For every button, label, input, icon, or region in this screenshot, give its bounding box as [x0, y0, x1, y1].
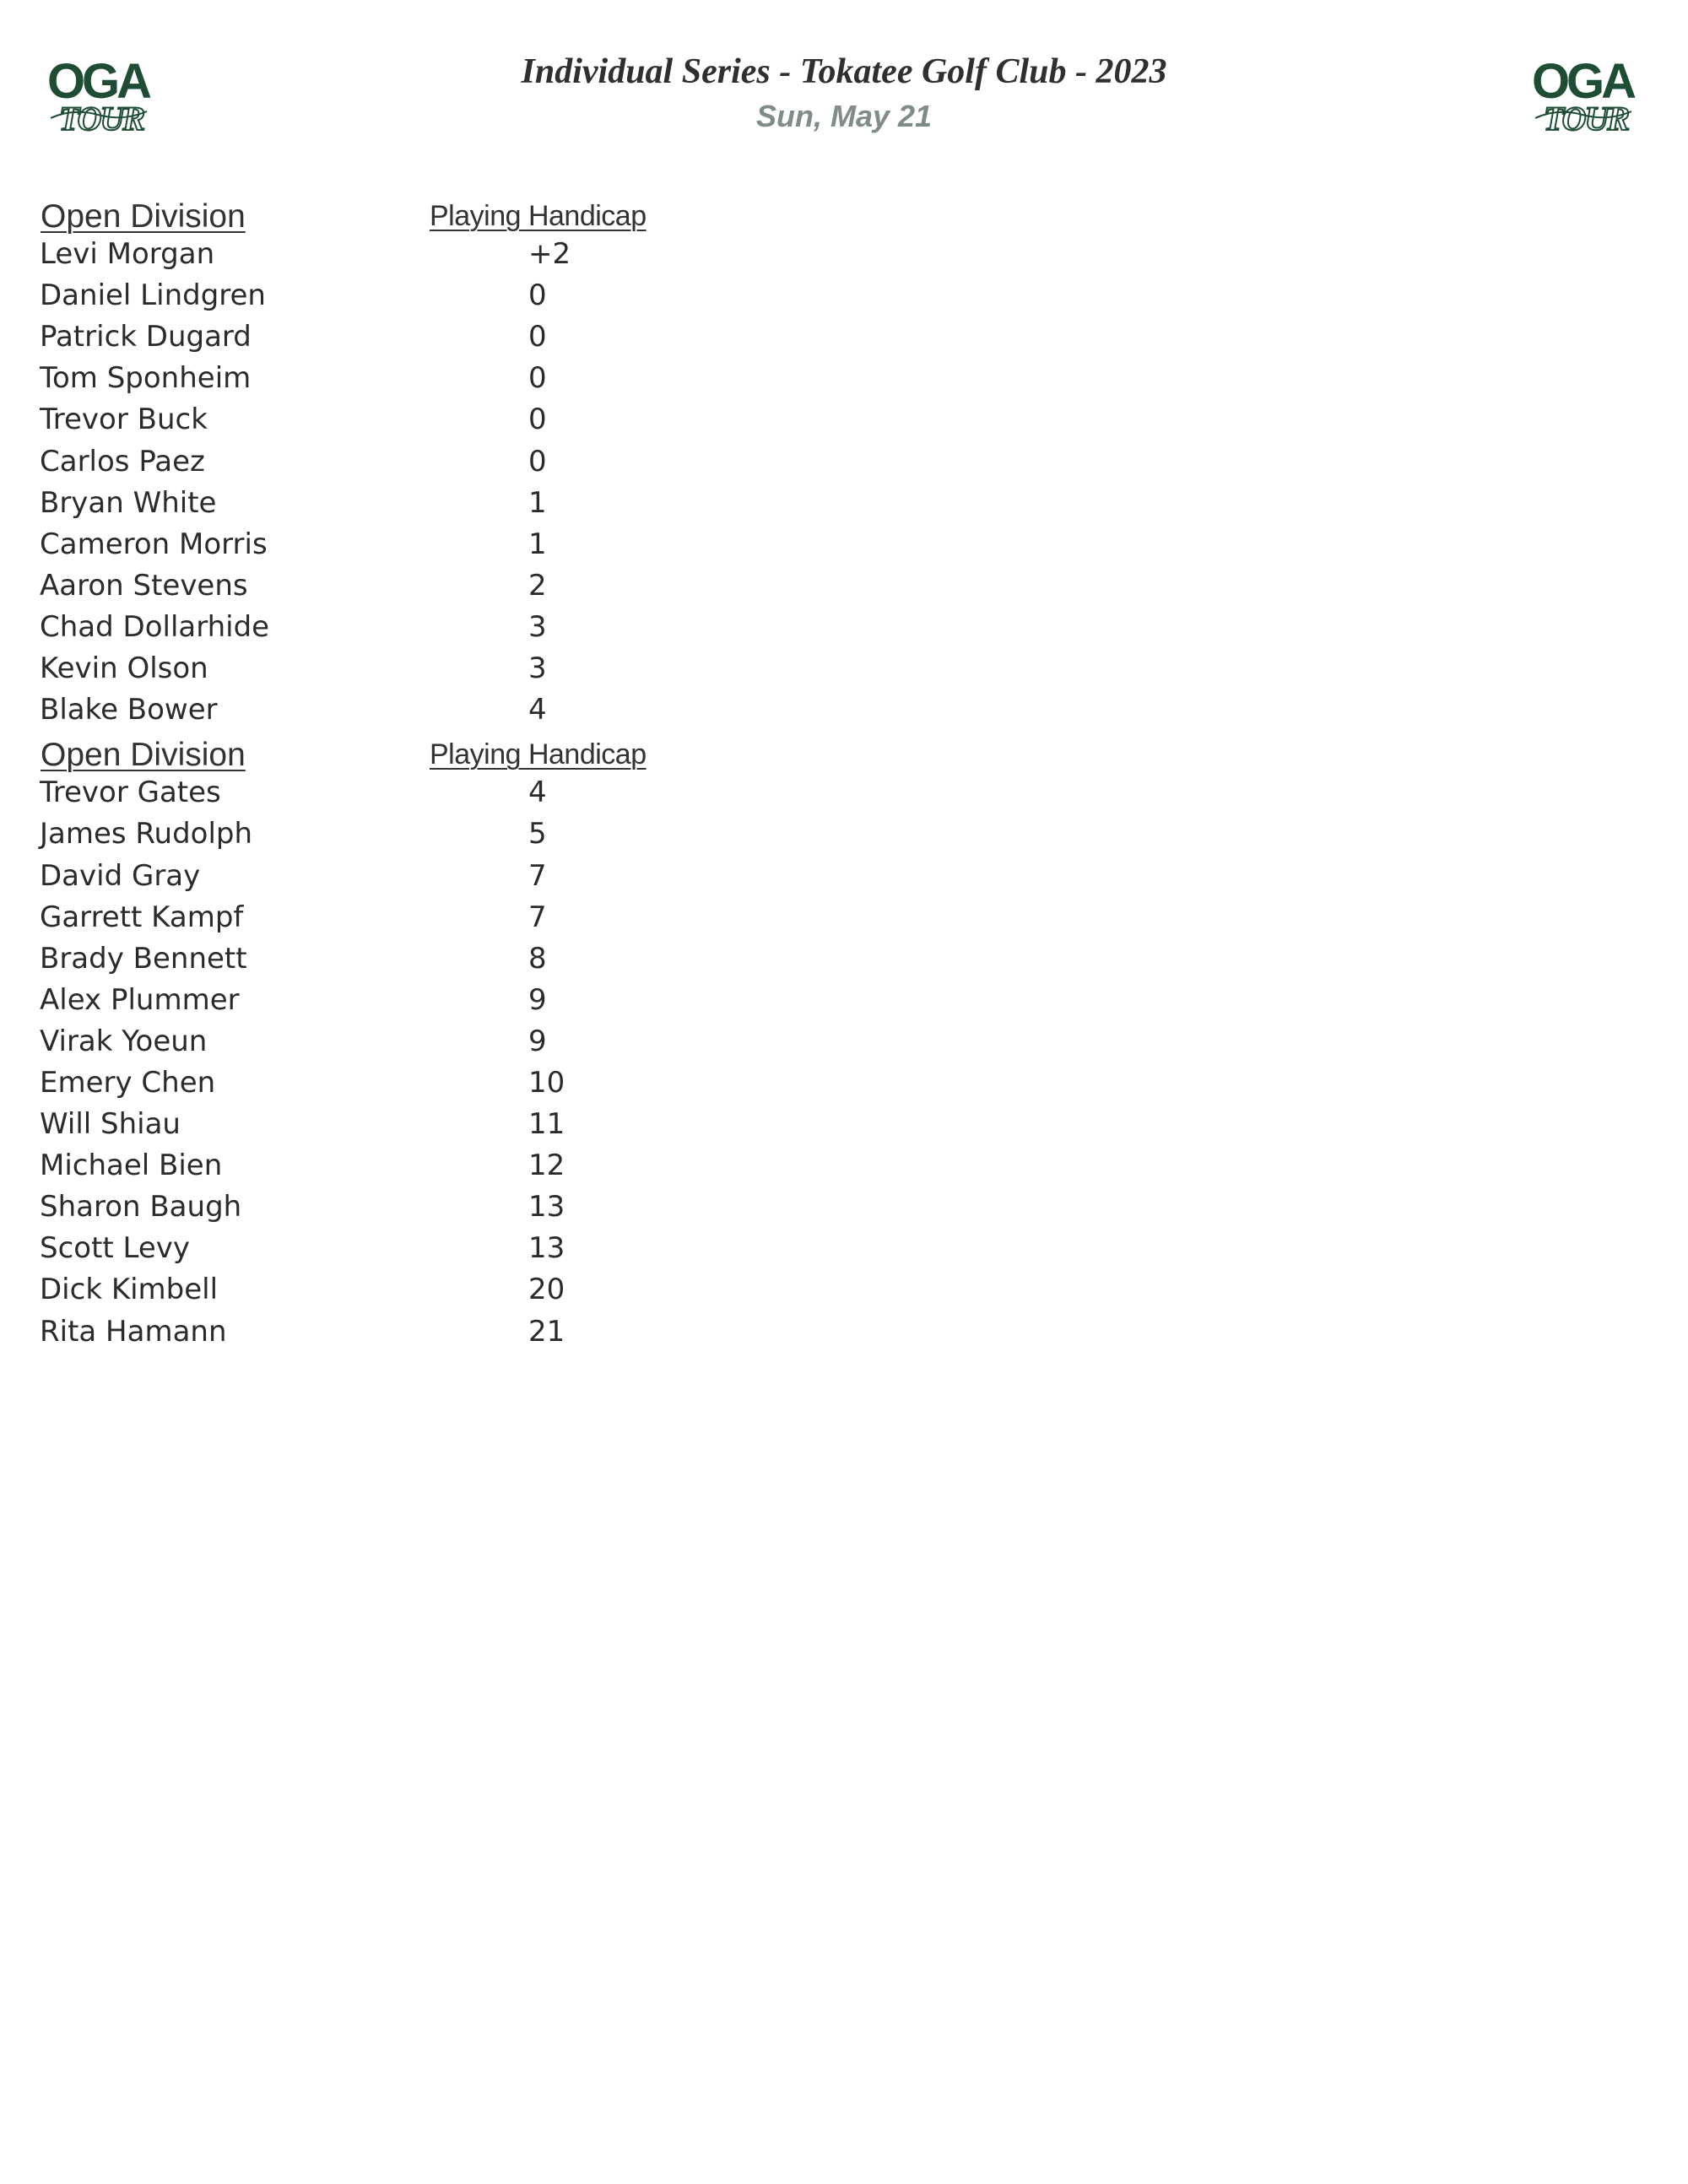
- player-row: [0, 399, 1688, 441]
- player-name: Carlos Paez: [40, 444, 205, 478]
- player-row: [0, 1187, 1688, 1228]
- player-row: [0, 358, 1688, 399]
- player-name: James Rudolph: [40, 817, 253, 851]
- player-handicap: 7: [528, 858, 547, 893]
- player-name: Tom Sponheim: [40, 361, 252, 396]
- svg-text:OGA: OGA: [1531, 56, 1634, 109]
- player-row: [0, 1269, 1688, 1311]
- player-row: [0, 565, 1688, 607]
- player-handicap: 3: [528, 609, 547, 644]
- player-name: Chad Dollarhide: [40, 609, 270, 644]
- player-handicap: 3: [528, 651, 547, 686]
- player-row: [0, 607, 1688, 648]
- player-row: [0, 441, 1688, 483]
- player-row: [0, 814, 1688, 855]
- player-handicap: 1: [528, 527, 547, 561]
- player-handicap: 11: [528, 1107, 565, 1142]
- player-handicap: 20: [528, 1273, 565, 1307]
- division-heading: Open Division: [41, 198, 246, 235]
- player-handicap: 21: [528, 1314, 565, 1349]
- player-handicap: 4: [528, 693, 547, 727]
- player-row: [0, 1104, 1688, 1145]
- player-handicap: +2: [528, 237, 571, 272]
- player-name: Rita Hamann: [40, 1314, 227, 1349]
- player-row: [0, 772, 1688, 814]
- player-name: Trevor Buck: [40, 403, 208, 437]
- svg-text:TOUR: TOUR: [58, 100, 144, 137]
- player-row: [0, 483, 1688, 524]
- player-handicap: 2: [528, 568, 547, 603]
- player-handicap: 7: [528, 900, 547, 934]
- player-row: [0, 648, 1688, 689]
- player-name: Sharon Baugh: [40, 1190, 242, 1224]
- player-row: [0, 897, 1688, 938]
- player-handicap: 12: [528, 1149, 565, 1183]
- player-row: [0, 275, 1688, 316]
- svg-text:TOUR: TOUR: [1543, 100, 1629, 137]
- page-title: Individual Series - Tokatee Golf Club - 2023: [521, 52, 1167, 91]
- division-heading: Open Division: [41, 737, 246, 774]
- player-name: Dick Kimbell: [40, 1273, 219, 1307]
- player-name: Scott Levy: [40, 1231, 191, 1266]
- page-header: [0, 0, 1688, 152]
- player-handicap: 4: [528, 776, 547, 810]
- player-row: [0, 938, 1688, 980]
- player-handicap: 0: [528, 444, 547, 478]
- player-handicap: 1: [528, 485, 547, 520]
- oga-tour-logo-right: [1523, 56, 1642, 137]
- player-name: Virak Yoeun: [40, 1024, 208, 1058]
- player-name: Brady Bennett: [40, 941, 247, 976]
- page-date: Sun, May 21: [755, 99, 933, 133]
- player-handicap: 13: [528, 1231, 565, 1266]
- svg-text:OGA: OGA: [46, 56, 149, 109]
- roster-list: [0, 192, 1688, 1353]
- player-name: Trevor Gates: [40, 776, 221, 810]
- section-header-row: [0, 192, 1688, 234]
- player-handicap: 13: [528, 1190, 565, 1224]
- player-row: [0, 980, 1688, 1021]
- player-handicap: 5: [528, 817, 547, 851]
- player-name: Bryan White: [40, 485, 217, 520]
- player-name: David Gray: [40, 858, 201, 893]
- player-name: Cameron Morris: [40, 527, 268, 561]
- player-row: [0, 856, 1688, 897]
- player-row: [0, 234, 1688, 275]
- player-handicap: 9: [528, 1024, 547, 1058]
- player-name: Kevin Olson: [40, 651, 208, 686]
- player-handicap: 0: [528, 361, 547, 396]
- section-header-row: [0, 731, 1688, 772]
- player-row: [0, 1311, 1688, 1353]
- player-handicap: 9: [528, 982, 547, 1017]
- player-handicap: 0: [528, 320, 547, 354]
- player-name: Levi Morgan: [40, 237, 215, 272]
- player-handicap: 0: [528, 278, 547, 313]
- player-handicap: 0: [528, 403, 547, 437]
- player-row: [0, 316, 1688, 358]
- player-row: [0, 524, 1688, 565]
- handicap-column-heading: Playing Handicap: [430, 738, 647, 771]
- player-name: Blake Bower: [40, 693, 218, 727]
- player-name: Will Shiau: [40, 1107, 181, 1142]
- player-name: Michael Bien: [40, 1149, 223, 1183]
- handicap-column-heading: Playing Handicap: [430, 200, 647, 232]
- player-name: Patrick Dugard: [40, 320, 252, 354]
- player-row: [0, 1145, 1688, 1187]
- player-row: [0, 689, 1688, 731]
- player-name: Emery Chen: [40, 1065, 216, 1100]
- player-row: [0, 1021, 1688, 1062]
- player-name: Alex Plummer: [40, 982, 240, 1017]
- oga-tour-logo-icon: [1523, 56, 1642, 137]
- player-name: Aaron Stevens: [40, 568, 248, 603]
- player-row: [0, 1228, 1688, 1269]
- player-name: Garrett Kampf: [40, 900, 244, 934]
- player-name: Daniel Lindgren: [40, 278, 266, 313]
- player-row: [0, 1062, 1688, 1104]
- player-handicap: 10: [528, 1065, 565, 1100]
- player-handicap: 8: [528, 941, 547, 976]
